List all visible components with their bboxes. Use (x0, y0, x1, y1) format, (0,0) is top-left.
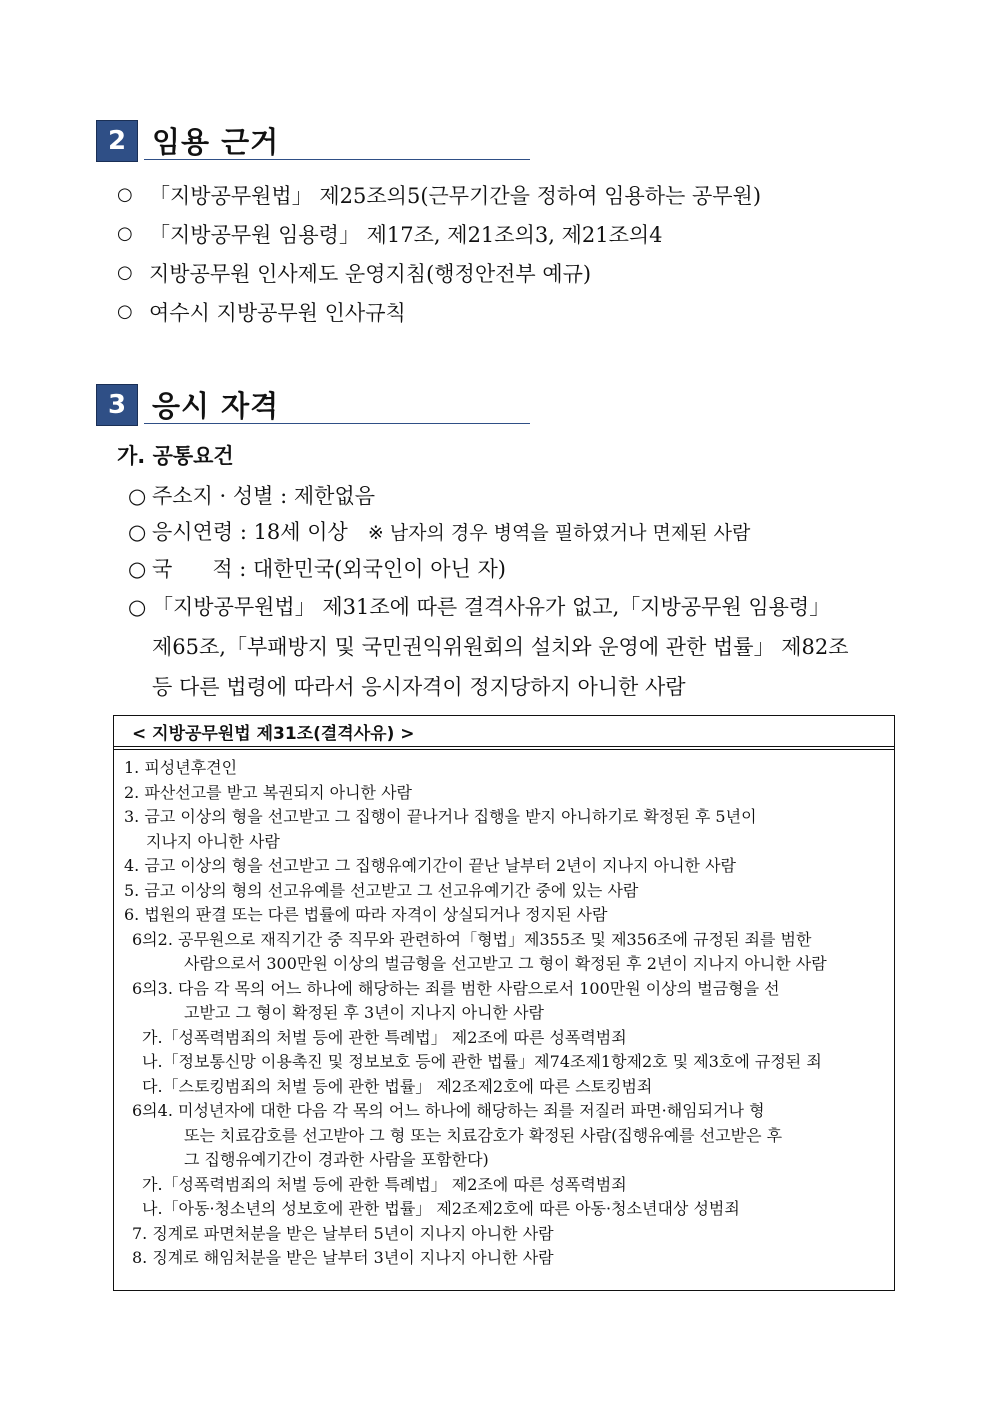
section-underline (144, 159, 530, 160)
legal-basis-list (117, 175, 761, 331)
list-item: 다.「스토킹범죄의 처벌 등에 관한 법률」 제2조제2호에 따른 스토킹범죄 (142, 1076, 653, 1096)
circle-bullet-icon: ○ (128, 557, 147, 581)
list-item: 6의3. 다음 각 목의 어느 하나에 해당하는 죄를 범한 사람으로서 100만원 이상의 벌금형을 선 (132, 978, 780, 998)
list-item: 6. 법원의 판결 또는 다른 법률에 따라 자격이 상실되거나 정지된 사람 (124, 905, 608, 924)
list-item: 1. 피성년후견인 (124, 758, 238, 777)
section-underline (144, 423, 530, 424)
list-item: ○ 국 적 : 대한민국(외국인이 아닌 자) (128, 551, 908, 587)
circle-bullet-icon: ○ (128, 595, 147, 619)
requirements-list (128, 478, 908, 707)
list-item: 5. 금고 이상의 형의 선고유예를 선고받고 그 선고유예기간 중에 있는 사람 (124, 880, 639, 900)
list-item: ○ 지방공무원 인사제도 운영지침(행정안전부 예규) (117, 261, 592, 286)
subheading-common-requirements: 가. 공통요건 (117, 444, 234, 468)
list-item: 가.「성폭력범죄의 처벌 등에 관한 특례법」 제2조에 따른 성폭력범죄 (142, 1027, 627, 1047)
military-service-note: ※ 남자의 경우 병역을 필하였거나 면제된 사람 (367, 522, 751, 544)
circle-bullet-icon: ○ (117, 262, 133, 283)
circle-bullet-icon: ○ (128, 484, 147, 508)
list-item: 나.「정보통신망 이용촉진 및 정보보호 등에 관한 법률」제74조제1항제2호 및 제3호에 규정된 죄 (142, 1052, 822, 1071)
list-item: ○ 「지방공무원법」 제25조의5(근무기간을 정하여 임용하는 공무원) (117, 183, 762, 208)
box-body (114, 750, 894, 1271)
circle-bullet-icon: ○ (117, 184, 133, 205)
list-item-continuation: 등 다른 법령에 따라서 응시자격이 정지당하지 아니한 사람 (152, 675, 686, 699)
list-item: 가.「성폭력범죄의 처벌 등에 관한 특례법」 제2조에 따른 성폭력범죄 (142, 1174, 627, 1194)
list-item: 6의4. 미성년자에 대한 다음 각 목의 어느 하나에 해당하는 죄를 저질러 파면·해임되거나 형 (132, 1101, 765, 1120)
list-item: ○ 여수시 지방공무원 인사규칙 (117, 300, 406, 325)
list-item: 7. 징계로 파면처분을 받은 날부터 5년이 지나지 아니한 사람 (132, 1223, 554, 1243)
section-number-badge: 3 (96, 384, 138, 426)
box-title: < 지방공무원법 제31조(결격사유) > (114, 716, 894, 750)
list-item: 3. 금고 이상의 형을 선고받고 그 집행이 끝나거나 집행을 받지 아니하기로 확정된 후 5년이 (124, 807, 757, 826)
list-item: 8. 징계로 해임처분을 받은 날부터 3년이 지나지 아니한 사람 (132, 1248, 554, 1267)
list-item: 4. 금고 이상의 형을 선고받고 그 집행유예기간이 끝난 날부터 2년이 지나지 아니한 사람 (124, 856, 736, 875)
list-item: ○ 「지방공무원 임용령」 제17조, 제21조의3, 제21조의4 (117, 222, 663, 247)
list-item: ○ 「지방공무원법」 제31조에 따른 결격사유가 없고,「지방공무원 임용령」 (128, 587, 908, 627)
section-title: 응시 자격 (152, 389, 280, 423)
list-item: 6의2. 공무원으로 재직기간 중 직무와 관련하여「형법」제355조 및 제356조에 규정된 죄를 범한 (132, 929, 812, 949)
list-item: ○ 주소지 · 성별 : 제한없음 (128, 478, 908, 514)
list-item-continuation: 또는 치료감호를 선고받아 그 형 또는 치료감호가 확정된 사람(집행유예를 선고받은 후 (184, 1125, 783, 1145)
section-title: 임용 근거 (152, 125, 280, 159)
circle-bullet-icon: ○ (128, 520, 147, 544)
section-number-badge: 2 (96, 120, 138, 162)
disqualification-box (113, 715, 895, 1291)
list-item: ○ 응시연령 : 18세 이상 ※ 남자의 경우 병역을 필하였거나 면제된 사람 (128, 514, 908, 551)
list-item-continuation: 사람으로서 300만원 이상의 벌금형을 선고받고 그 형이 확정된 후 2년이 지나지 아니한 사람 (184, 954, 827, 973)
circle-bullet-icon: ○ (117, 223, 133, 244)
list-item-continuation: 고받고 그 형이 확정된 후 3년이 지나지 아니한 사람 (184, 1003, 544, 1022)
list-item: 나.「아동·청소년의 성보호에 관한 법률」 제2조제2호에 따른 아동·청소년대상 성범죄 (142, 1199, 740, 1218)
circle-bullet-icon: ○ (117, 301, 133, 322)
list-item-continuation: 지나지 아니한 사람 (146, 831, 280, 851)
list-item-continuation: 제65조,「부패방지 및 국민권익위원회의 설치와 운영에 관한 법률」 제82조 (152, 635, 849, 659)
list-item-continuation: 그 집행유예기간이 경과한 사람을 포함한다) (184, 1150, 489, 1169)
list-item: 2. 파산선고를 받고 복권되지 아니한 사람 (124, 782, 412, 802)
